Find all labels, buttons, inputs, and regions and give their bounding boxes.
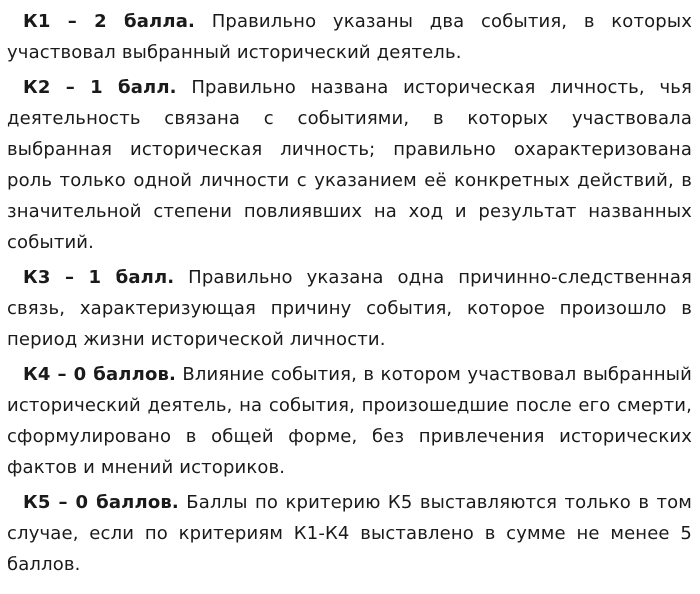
criterion-k5 — [7, 487, 692, 580]
criterion-k5-label: К5 – 0 баллов. — [23, 492, 179, 513]
criterion-k4-text: Влияние события, в котором участвовал выбранный исторический деятель, на события, произошедшие после его смерти, сформулировано в общей форме, без привлечения исторических фактов и мнений историков. — [7, 364, 692, 478]
criterion-k2-text: Правильно названа историческая личность, чья деятельность связана с событиями, в которых участвовала выбранная историческая личность; правильно охарактеризована роль только одной личности с указанием её конкретных действий, в значительной степени повлиявших на ход и результат названных событий. — [7, 77, 692, 253]
criterion-k1-text: Правильно указаны два события, в которых участвовал выбранный исторический деятель. — [7, 11, 693, 63]
criterion-k3 — [7, 262, 692, 355]
criterion-k4 — [7, 359, 692, 483]
criterion-k1 — [7, 6, 692, 68]
criterion-k2-label: К2 – 1 балл. — [23, 77, 177, 98]
criterion-k3-label: К3 – 1 балл. — [23, 267, 175, 288]
criterion-k3-text: Правильно указана одна причинно-следственная связь, характеризующая причину события, которое произошло в период жизни исторической личности. — [7, 267, 692, 350]
criterion-k2 — [7, 72, 692, 258]
criterion-k1-label: К1 – 2 балла. — [23, 11, 196, 32]
criterion-k5-text: Баллы по критерию К5 выставляются только в том случае, если по критериям К1-К4 выставлено в сумме не менее 5 баллов. — [7, 492, 692, 575]
criterion-k4-label: К4 – 0 баллов. — [23, 364, 176, 385]
